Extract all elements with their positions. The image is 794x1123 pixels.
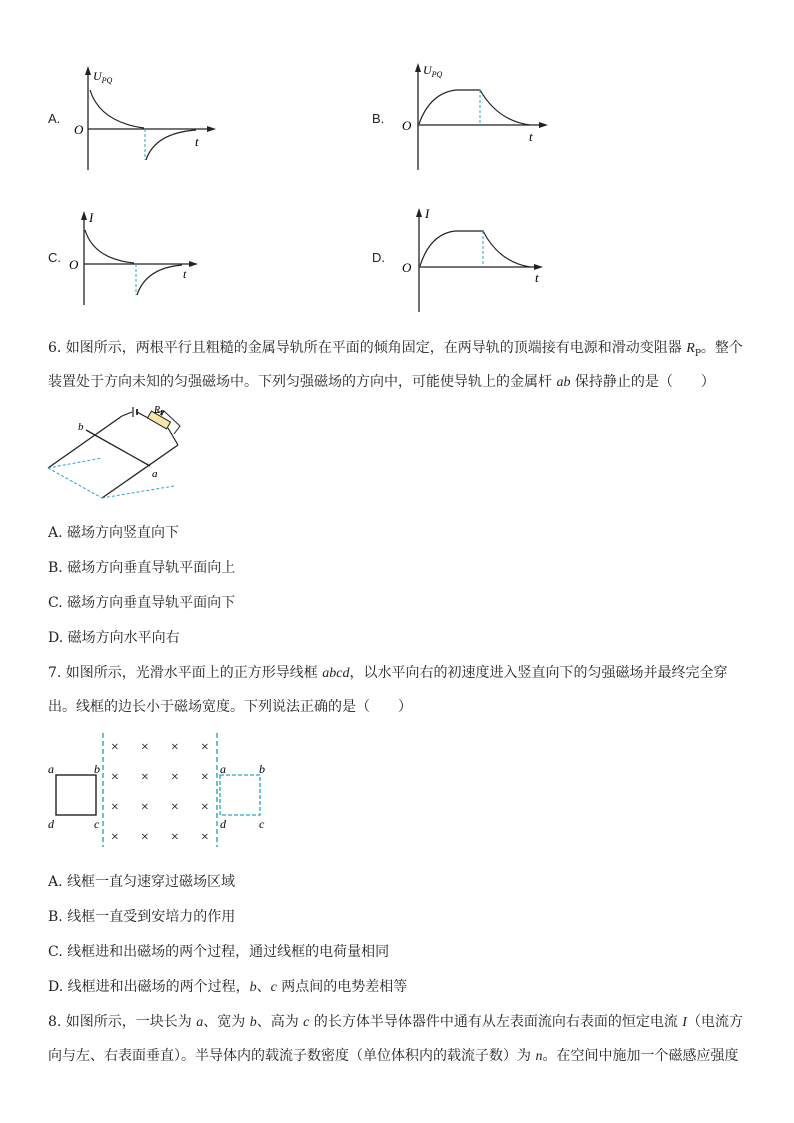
q6-option-b: B. 磁场方向垂直导轨平面向上 [48,560,236,576]
q6-option-d: D. 磁场方向水平向右 [48,630,180,646]
graph-c-ylabel: I [89,210,94,225]
svg-text:×: × [110,770,120,785]
svg-text:×: × [140,830,150,845]
graph-b [390,55,560,175]
q7-fig-a-right: a [220,762,226,776]
graph-d-curve [420,231,530,267]
svg-text:×: × [110,800,120,815]
q6-figure [40,400,200,505]
q7-text-1b: ，以水平向右的初速度进入竖直向下的匀强磁场并最终完全穿 [349,665,728,681]
option-d-label: D. [372,250,385,265]
graph-a-y-arrow [85,66,91,75]
option-c-label: C. [48,250,61,265]
graph-b-origin: O [402,118,412,133]
q8-var-c: c [303,1015,310,1030]
q7-fig-b-left: b [94,762,100,776]
q8-var-b: b [249,1015,257,1030]
q6-dashed-2 [48,468,102,498]
q6-rod-ab [86,430,150,466]
graph-c-xlabel: t [183,267,187,281]
q8-var-a: a [196,1015,204,1030]
q8-text-2a: 向与左、右表面垂直）。半导体内的载流子数密度（单位体积内的载流子数）为 [48,1048,536,1064]
q7-fig-b-right: b [259,762,265,776]
graph-d-y-arrow [416,208,422,217]
graph-d-origin: O [402,260,412,275]
graph-a [60,60,220,180]
graph-a-origin: O [74,122,84,137]
q6-fig-b: b [78,421,84,433]
q7-option-d-suffix: 两点间的电势差相等 [276,979,408,995]
q6-text-1b: 。整个 [700,340,743,356]
q6-line-1 [48,337,748,359]
q7-fig-a-left: a [48,762,54,776]
option-b-label: B. [372,111,385,126]
q8-text-1a: 8. 如图所示，一块长为 [48,1014,197,1030]
graph-a-ylabel: $U_{PQ}$ [93,69,113,85]
q7-option-d [48,976,748,996]
q6-text-2a: 装置处于方向未知的匀强磁场中。下列匀强磁场的方向中，可能使导轨上的金属杆 [48,374,557,390]
q8-text-1b: 、宽为 [203,1014,250,1030]
svg-text:×: × [140,770,150,785]
graph-a-curve-negative [146,130,196,160]
q6-rp-symbol: R [686,341,695,356]
q7-frame-solid [56,775,96,815]
q7-frame-label: abcd [322,666,350,681]
q6-option-a: A. 磁场方向竖直向下 [48,525,180,541]
option-a-label: A. [48,111,61,126]
q6-line-2 [48,371,748,391]
q7-option-d-c: c [270,980,277,995]
q8-text-1c: 、高为 [256,1014,304,1030]
graph-c [60,205,210,310]
q7-text-1a: 7. 如图所示，光滑水平面上的正方形导线框 [48,665,323,681]
svg-text:×: × [200,770,210,785]
q7-line-2: 出。线框的边长小于磁场宽度。下列说法正确的是（ ） [48,699,412,715]
graph-b-xlabel: t [529,129,533,144]
q6-rp-sub: P [694,348,701,359]
q8-var-i: I [682,1015,687,1030]
q7-option-d-sep: 、 [256,979,271,995]
q7-magnetic-field-crosses [110,740,209,845]
svg-text:×: × [110,830,120,845]
graph-a-xlabel: t [195,134,199,149]
q8-line-2 [48,1045,748,1065]
graph-c-y-arrow [81,211,87,220]
svg-text:×: × [140,800,150,815]
q6-option-c: C. 磁场方向垂直导轨平面向下 [48,595,236,611]
q7-line-1 [48,662,748,682]
q8-line-1 [48,1011,748,1031]
q7-option-b: B. 线框一直受到安培力的作用 [48,909,236,925]
q7-fig-d-left: d [48,817,54,831]
graph-a-x-arrow [207,126,216,132]
q7-figure [40,730,280,850]
q6-rail-left [48,416,122,468]
graph-c-origin: O [69,257,79,272]
q8-text-1d: 的长方体半导体器件中通有从左表面流向右表面的恒定电流 [309,1014,683,1030]
q7-option-d-b: b [249,980,257,995]
graph-b-curve [419,90,530,125]
q8-text-1e: （电流方 [686,1014,743,1030]
graph-c-x-arrow [189,261,198,267]
graph-b-ylabel: $U_{PQ}$ [423,63,443,79]
svg-text:×: × [170,740,180,755]
q6-rail-right [102,445,178,498]
svg-text:×: × [110,740,120,755]
q8-var-n: n [535,1049,543,1064]
graph-d [395,200,555,315]
graph-a-curve-positive [90,90,144,128]
svg-text:×: × [200,740,210,755]
q6-rod-label: ab [556,375,571,390]
q6-fig-a: a [152,468,158,480]
graph-b-y-arrow [415,63,421,72]
svg-text:×: × [140,740,150,755]
svg-text:×: × [200,830,210,845]
svg-text:×: × [170,800,180,815]
svg-text:×: × [170,770,180,785]
graph-d-xlabel: t [535,270,539,285]
svg-text:×: × [200,800,210,815]
q7-option-c: C. 线框进和出磁场的两个过程，通过线框的电荷量相同 [48,944,390,960]
q7-option-d-text: D. 线框进和出磁场的两个过程， [48,979,250,995]
q7-option-a: A. 线框一直匀速穿过磁场区域 [48,874,236,890]
graph-c-curve-negative [137,265,182,295]
q7-fig-c-right: c [259,817,265,831]
q6-fig-rp: $R_P$ [154,405,165,417]
q6-text-2b: 保持静止的是（ ） [570,374,715,390]
q7-fig-c-left: c [94,817,100,831]
q6-dashed-3 [102,486,174,498]
graph-c-curve-positive [85,230,134,263]
svg-text:×: × [170,830,180,845]
q8-text-2b: 。在空间中施加一个磁感应强度 [542,1048,739,1064]
graph-d-ylabel: I [425,206,430,221]
q7-frame-dashed [220,775,260,815]
q7-fig-d-right: d [220,817,226,831]
graph-b-x-arrow [539,122,548,128]
q6-text-1a: 6. 如图所示，两根平行且粗糙的金属导轨所在平面的倾角固定，在两导轨的顶端接有电源和滑动变阻器 [48,340,687,356]
